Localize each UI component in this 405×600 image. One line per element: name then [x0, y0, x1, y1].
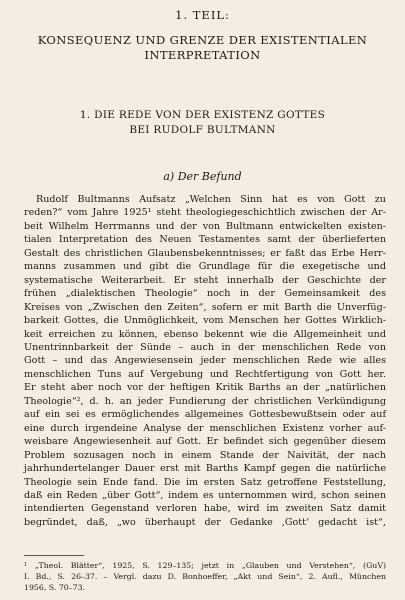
- body-line: barkeit Gottes, die Unmöglichkeit, vom Menschen her Gottes Wirklich-: [24, 315, 386, 327]
- body-line: begründet, daß, „wo überhaupt der Gedanke ‚Gott‘ gedacht ist“,: [24, 516, 386, 528]
- footnote-divider: [24, 555, 84, 556]
- body-line: Problem sozusagen noch in einem Stande der Naivität, der nach: [24, 449, 386, 461]
- body-line: weisbare Angewiesenheit auf Gott. Er befindet sich gegenüber diesem: [24, 436, 386, 448]
- chapter-title-line: INTERPRETATION: [144, 48, 261, 62]
- body-line: Rudolf Bultmanns Aufsatz „Welchen Sinn hat es von Gott zu: [36, 194, 386, 205]
- section-title-line: 1. DIE REDE VON DER EXISTENZ GOTTES: [79, 109, 326, 121]
- body-line: Theologie“², d. h. an jeder Fundierung der christlichen Verkündigung: [24, 395, 386, 407]
- section-title: [10, 108, 395, 138]
- footnotes: [24, 560, 386, 593]
- body-line: Gott – und das Angewiesensein jeder menschlichen Rede wie alles: [24, 355, 386, 367]
- body-line: beit Wilhelm Herrmanns und der von Bultmann entwickelten existen-: [24, 220, 386, 232]
- section-title-line: BEI RUDOLF BULTMANN: [129, 124, 276, 136]
- body-line: Unentrinnbarkeit der Sünde – auch in der menschlichen Rede von: [24, 341, 386, 353]
- body-line: reden?“ vom Jahre 1925¹ steht theologiegeschichtlich zwischen der Ar-: [24, 207, 386, 219]
- subsection-title: a) Der Befund: [163, 170, 242, 183]
- body-line: jahrhundertelanger Dauer erst mit Barths Kampf gegen die natürliche: [24, 463, 386, 475]
- body-line: daß ein Reden „über Gott“, indem es unternommen wird, schon seinen: [24, 489, 386, 501]
- body-line: frühen „dialektischen Theologie“ noch in der Gemeinsamkeit des: [24, 288, 386, 300]
- footnote-line: I. Bd., S. 26–37. – Vergl. dazu D. Bonhoeffer, „Akt und Sein“, 2. Aufl., München: [24, 572, 386, 581]
- body-line: menschlichen Tuns auf Vergebung und Rechtfertigung von Gott her.: [24, 368, 386, 380]
- body-line: tialen Interpretation des Neuen Testamentes samt der überlieferten: [24, 234, 386, 246]
- body-line: Theologie sein Ende fand. Die im ersten Satz getroffene Feststellung,: [24, 476, 386, 488]
- body-line: Er steht aber noch vor der heftigen Kritik Barths an der „natürlichen: [24, 382, 386, 394]
- body-line: Kreises von „Zwischen den Zeiten“, sofern er mit Barth die Unverfüg-: [24, 301, 386, 313]
- body-line: keit erreichen zu können, ebenso bekennt wie die Allgemeinheit und: [24, 328, 386, 340]
- footnote-line: 1956, S. 70–73.: [24, 583, 86, 592]
- part-heading: 1. TEIL:: [175, 8, 230, 22]
- body-line: manns zusammen und gibt die Grundlage für die exegetische und: [24, 261, 386, 273]
- chapter-title-line: KONSEQUENZ UND GRENZE DER EXISTENTIALEN: [37, 33, 368, 47]
- footnote-line: ¹ „Theol. Blätter“, 1925, S. 129–135; jetzt in „Glauben und Verstehen“, (GuV): [24, 561, 386, 570]
- chapter-title: [10, 33, 395, 63]
- body-line: systematische Weiterarbeit. Er steht innerhalb der Geschichte der: [24, 274, 386, 286]
- body-line: auf ein sei es ermöglichendes allgemeines Gottesbewußtsein oder auf: [24, 409, 386, 421]
- body-line: eine durch irgendeine Analyse der menschlichen Existenz vorher auf-: [24, 422, 386, 434]
- body-line: intendierten Gegenstand verloren habe, wird im zweiten Satz damit: [24, 503, 386, 515]
- body-text: [24, 193, 386, 529]
- body-line: Gestalt des christlichen Glaubensbekenntnisses; er faßt das Erbe Herr-: [24, 247, 386, 259]
